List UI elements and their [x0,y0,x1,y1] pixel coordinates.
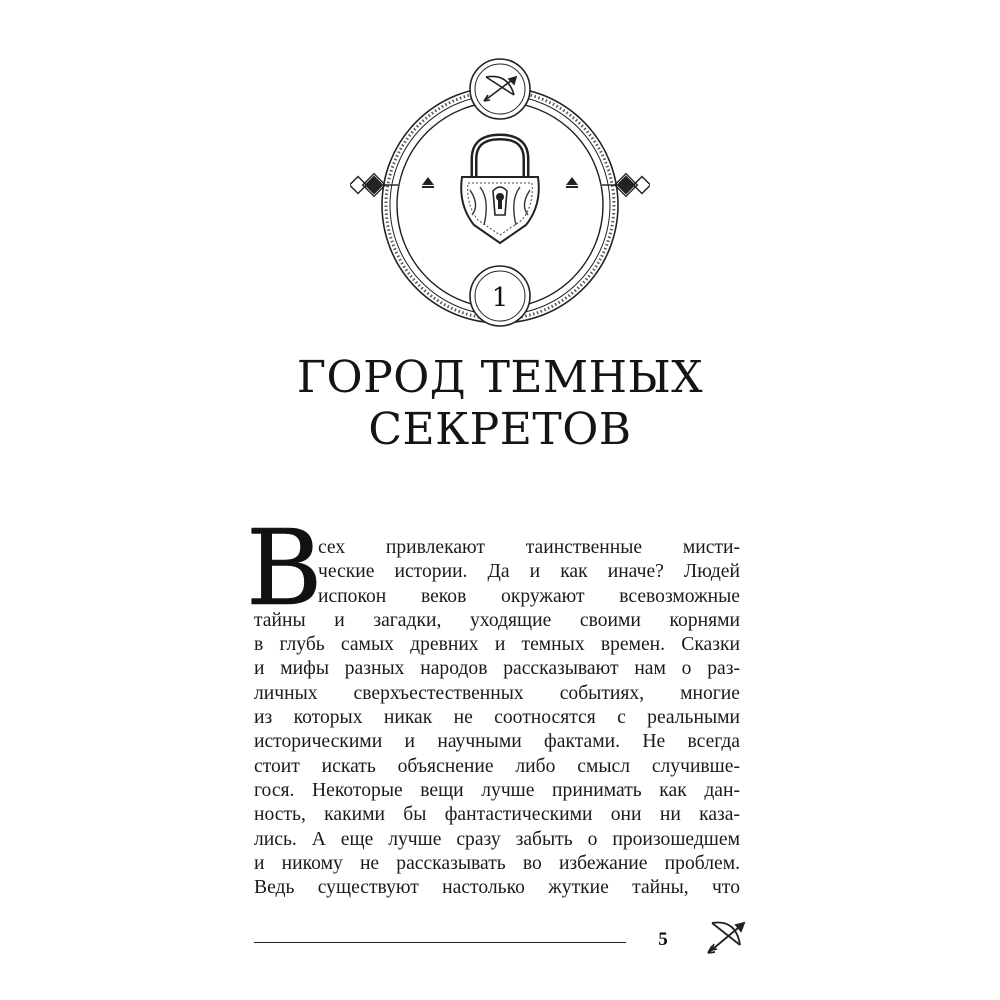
chapter-title-line-2: СЕКРЕТОВ [368,404,632,455]
text-line: историческими и научными фактами. Не всегда [254,731,740,753]
text-line: гося. Некоторые вещи лучше принимать как дан- [254,779,740,801]
chapter-emblem [350,55,650,355]
body-text [254,536,740,900]
chapter-number: 1 [491,283,509,313]
chapter-title-line-1: ГОРОД ТЕМНЫХ [296,352,704,403]
text-line: лись. А еще лучше сразу забыть о произошедшем [254,828,740,850]
text-line: ческие истории. Да и как иначе? Людей [318,561,740,583]
drop-cap: В [246,507,323,629]
chapter-title [0,352,1000,456]
text-line: стоит искать объяснение либо смысл случивше- [254,755,740,777]
footer-rule [254,942,626,943]
bow-and-arrow-icon [700,913,750,963]
text-line: в глубь самых древних и темных времен. Сказки [254,634,740,656]
text-line: сех привлекают таинственные мисти- [318,537,740,558]
text-line: ность, какими бы фантастическими они ни каза- [254,804,740,826]
page-number: 5 [658,929,668,950]
text-line: и мифы разных народов рассказывают нам о раз- [254,658,740,680]
text-line: испокон веков окружают всевозможные [318,585,740,607]
text-line: из которых никак не соотносятся с реальными [254,707,740,729]
padlock-icon [461,137,539,243]
text-line: тайны и загадки, уходящие своими корнями [254,609,740,631]
text-line: Ведь существуют настолько жуткие тайны, что [254,877,740,899]
text-line: и никому не рассказывать во избежание проблем. [254,852,740,874]
text-line: личных сверхъестественных событиях, многие [254,682,740,704]
